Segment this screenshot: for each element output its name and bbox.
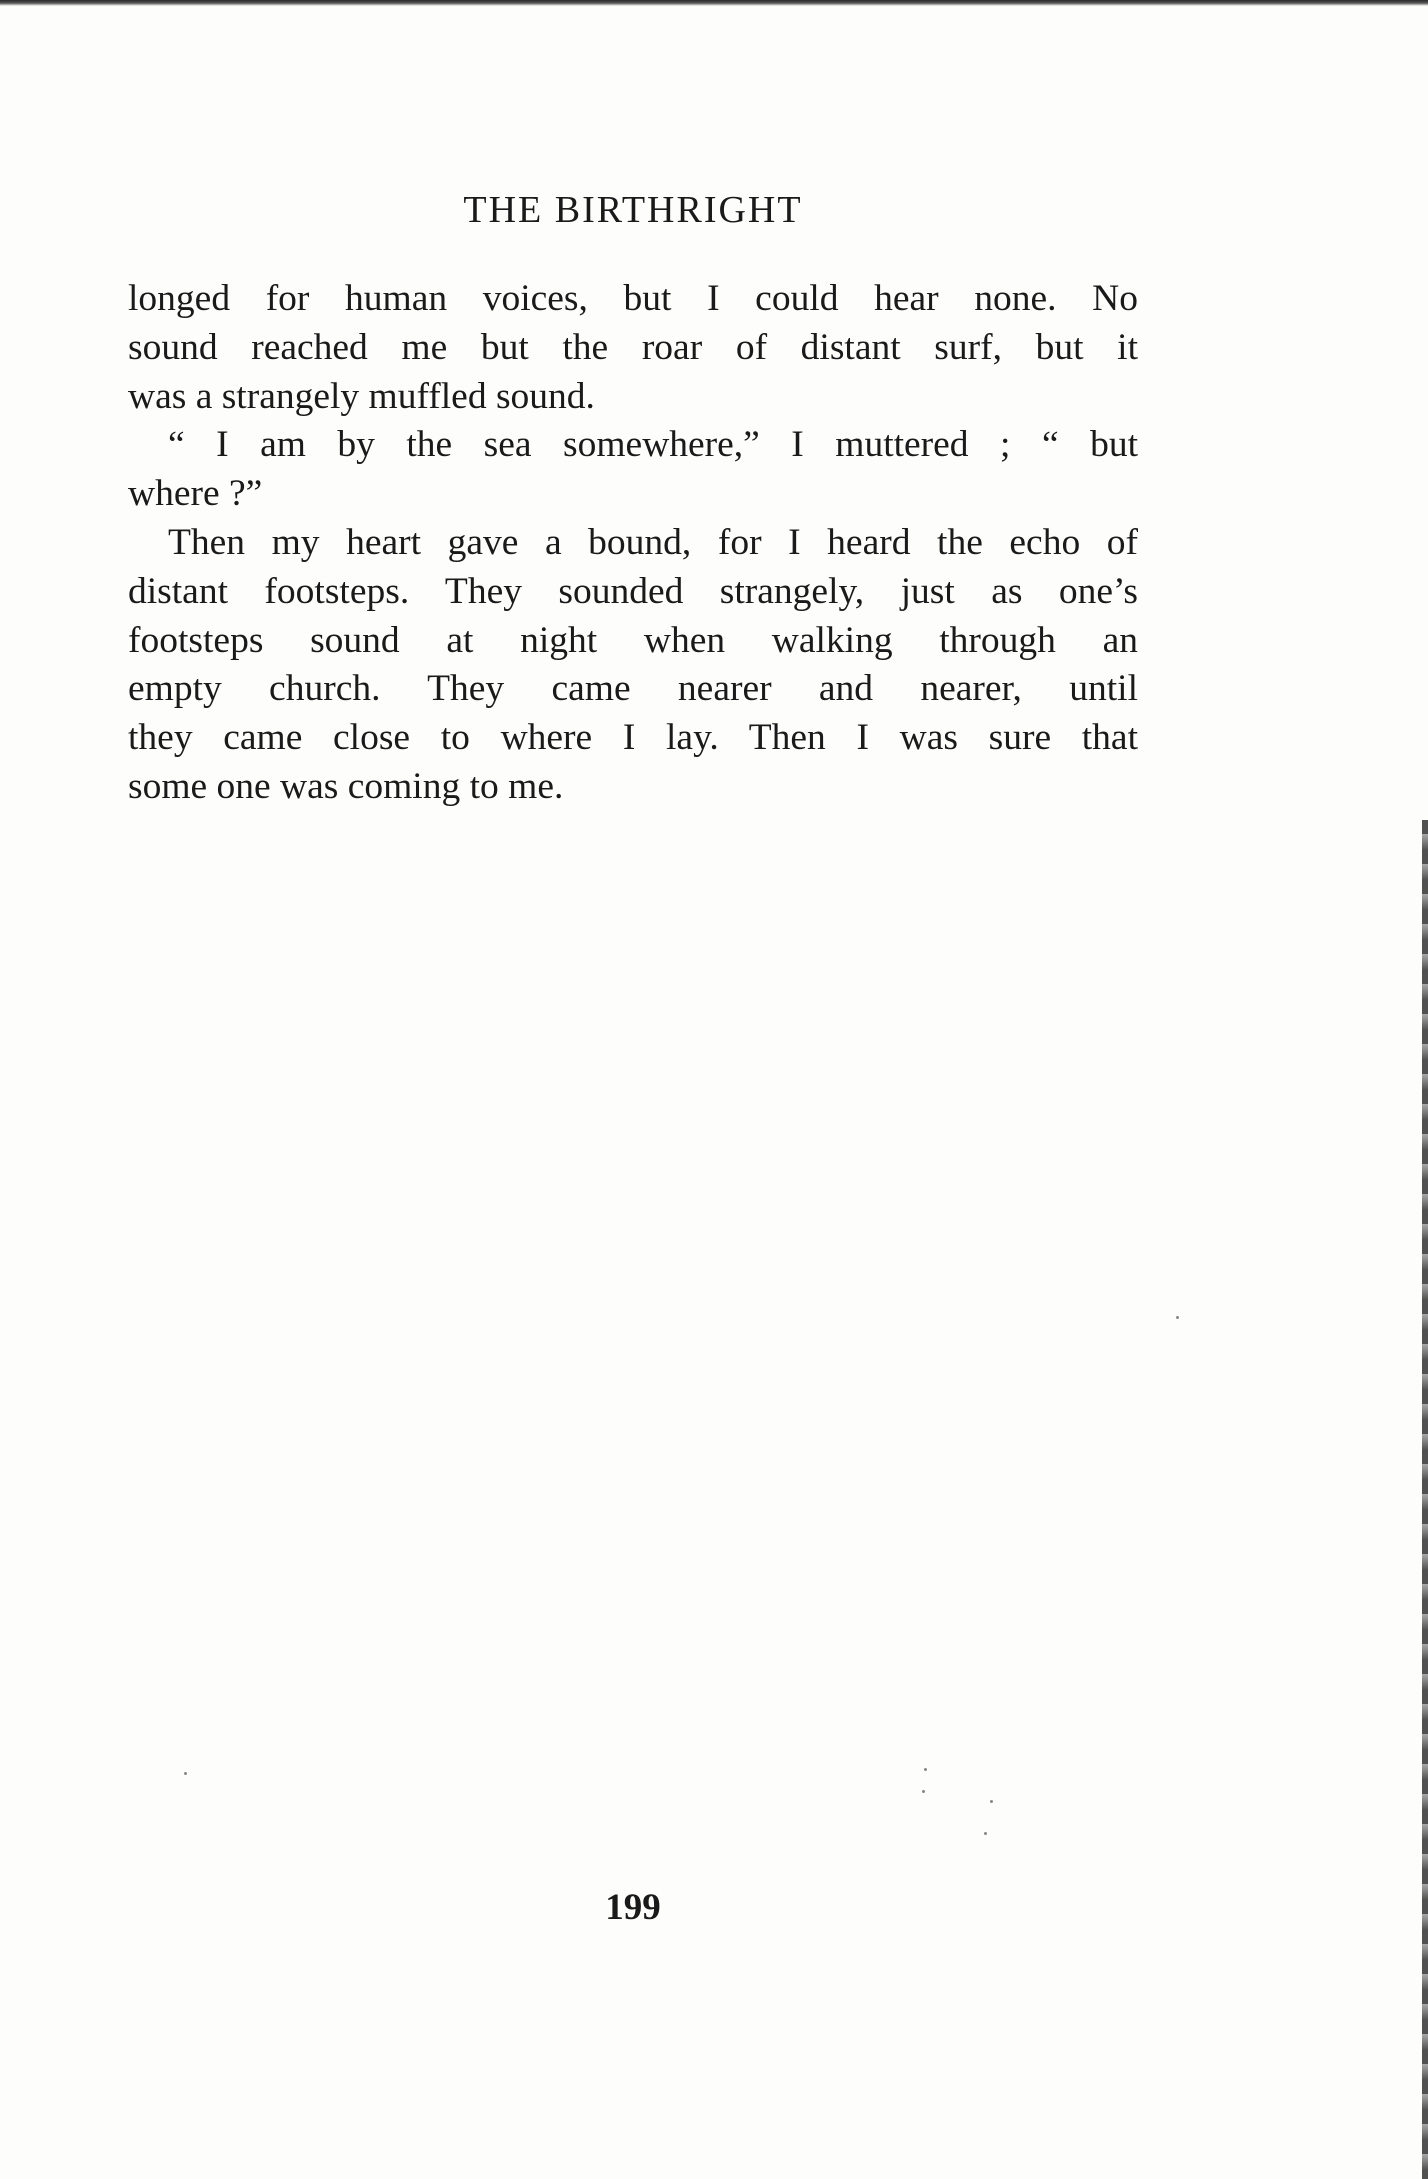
body-text	[128, 275, 1138, 812]
text-line: was a strangely muffled sound.	[128, 375, 595, 417]
text-line: Then my heart gave a bound, for I heard the echo of	[168, 521, 1138, 563]
paper-speck	[184, 1772, 187, 1775]
page-number: 199	[605, 1887, 661, 1928]
paper-speck	[984, 1832, 987, 1835]
page-top-edge-shadow	[0, 0, 1428, 6]
paper-speck	[922, 1790, 925, 1793]
running-head-title: THE BIRTHRIGHT	[463, 189, 803, 231]
text-line: some one was coming to me.	[128, 765, 564, 807]
page-right-edge-binding	[1422, 820, 1428, 2179]
paragraph-2	[128, 421, 1138, 519]
text-line: sound reached me but the roar of distant surf, but it	[128, 326, 1138, 368]
text-line: distant footsteps. They sounded strangely, just as one’s	[128, 570, 1138, 612]
text-line: longed for human voices, but I could hear none. No	[128, 278, 1138, 319]
text-line: they came close to where I lay. Then I was sure that	[128, 717, 1138, 759]
text-line: “ I am by the sea somewhere,” I muttered ; “ but	[168, 424, 1138, 466]
paragraph-1	[128, 275, 1138, 421]
paragraph-3	[128, 519, 1138, 812]
paper-speck	[1176, 1316, 1179, 1319]
text-line: where ?”	[128, 473, 263, 515]
text-line: empty church. They came nearer and nearer, until	[128, 668, 1138, 710]
text-line: footsteps sound at night when walking through an	[128, 619, 1138, 661]
paper-speck	[990, 1800, 993, 1803]
paper-speck	[924, 1768, 927, 1771]
